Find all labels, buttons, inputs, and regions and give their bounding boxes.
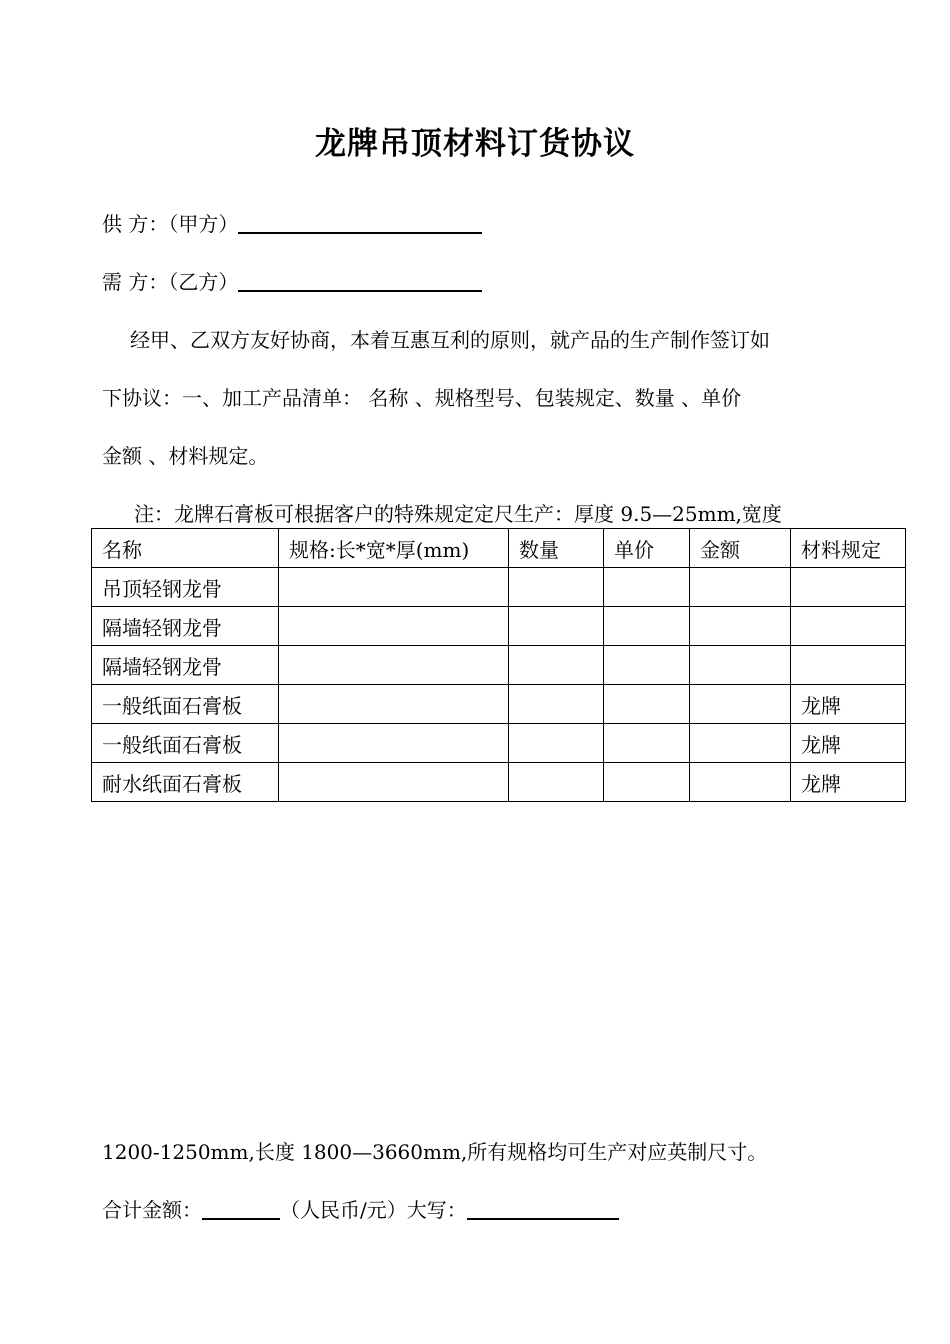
total-line xyxy=(102,1194,619,1223)
total-label: 合计金额： xyxy=(102,1198,202,1222)
document-title: 龙牌吊顶材料订货协议 xyxy=(315,126,635,162)
cell-unit-price[interactable] xyxy=(604,685,690,724)
cell-spec[interactable] xyxy=(279,607,509,646)
total-amount-blank[interactable] xyxy=(202,1196,280,1220)
cell-quantity[interactable] xyxy=(509,685,604,724)
cell-material: 龙牌 xyxy=(791,685,906,724)
header-material: 材料规定 xyxy=(791,529,906,568)
cell-amount[interactable] xyxy=(690,646,791,685)
cell-name: 一般纸面石膏板 xyxy=(92,685,279,724)
buyer-blank[interactable] xyxy=(238,268,482,292)
cell-quantity[interactable] xyxy=(509,568,604,607)
product-table xyxy=(91,528,906,802)
cell-amount[interactable] xyxy=(690,724,791,763)
header-spec: 规格:长*宽*厚(mm) xyxy=(279,529,509,568)
cell-amount[interactable] xyxy=(690,685,791,724)
header-name: 名称 xyxy=(92,529,279,568)
header-unit-price: 单价 xyxy=(604,529,690,568)
total-unit-label: （人民币/元）大写： xyxy=(280,1198,467,1222)
cell-quantity[interactable] xyxy=(509,763,604,802)
product-table-wrapper xyxy=(91,528,906,802)
header-amount: 金额 xyxy=(690,529,791,568)
cell-spec[interactable] xyxy=(279,763,509,802)
cell-quantity[interactable] xyxy=(509,724,604,763)
table-row xyxy=(92,568,906,607)
table-row xyxy=(92,685,906,724)
cell-amount[interactable] xyxy=(690,607,791,646)
intro-line-2: 下协议：一、加工产品清单： 名称 、规格型号、包装规定、数量 、单价 xyxy=(102,386,742,410)
cell-material[interactable] xyxy=(791,646,906,685)
intro-line-3: 金额 、材料规定。 xyxy=(102,444,269,468)
cell-material[interactable] xyxy=(791,568,906,607)
cell-name: 一般纸面石膏板 xyxy=(92,724,279,763)
cell-spec[interactable] xyxy=(279,724,509,763)
cell-name: 隔墙轻钢龙骨 xyxy=(92,607,279,646)
cell-unit-price[interactable] xyxy=(604,568,690,607)
note-line-1: 注：龙牌石膏板可根据客户的特殊规定定尺生产：厚度 9.5—25mm,宽度 xyxy=(134,502,782,526)
cell-material: 龙牌 xyxy=(791,763,906,802)
cell-name: 耐水纸面石膏板 xyxy=(92,763,279,802)
cell-amount[interactable] xyxy=(690,763,791,802)
amount-in-words-blank[interactable] xyxy=(467,1196,619,1220)
supplier-line xyxy=(102,208,482,237)
table-row xyxy=(92,607,906,646)
cell-material: 龙牌 xyxy=(791,724,906,763)
cell-spec[interactable] xyxy=(279,568,509,607)
cell-name: 吊顶轻钢龙骨 xyxy=(92,568,279,607)
supplier-blank[interactable] xyxy=(238,210,482,234)
cell-unit-price[interactable] xyxy=(604,607,690,646)
cell-spec[interactable] xyxy=(279,646,509,685)
cell-unit-price[interactable] xyxy=(604,646,690,685)
table-row xyxy=(92,763,906,802)
header-quantity: 数量 xyxy=(509,529,604,568)
intro-line-1: 经甲、乙双方友好协商，本着互惠互利的原则，就产品的生产制作签订如 xyxy=(130,328,770,352)
cell-spec[interactable] xyxy=(279,685,509,724)
buyer-line xyxy=(102,266,482,295)
cell-quantity[interactable] xyxy=(509,646,604,685)
cell-quantity[interactable] xyxy=(509,607,604,646)
table-row xyxy=(92,646,906,685)
table-row xyxy=(92,724,906,763)
buyer-label: 需 方：（乙方） xyxy=(102,270,239,294)
table-header-row xyxy=(92,529,906,568)
note-line-2: 1200-1250mm,长度 1800—3660mm,所有规格均可生产对应英制尺寸。 xyxy=(102,1140,768,1164)
cell-amount[interactable] xyxy=(690,568,791,607)
cell-name: 隔墙轻钢龙骨 xyxy=(92,646,279,685)
cell-material[interactable] xyxy=(791,607,906,646)
cell-unit-price[interactable] xyxy=(604,724,690,763)
supplier-label: 供 方：（甲方） xyxy=(102,212,239,236)
cell-unit-price[interactable] xyxy=(604,763,690,802)
